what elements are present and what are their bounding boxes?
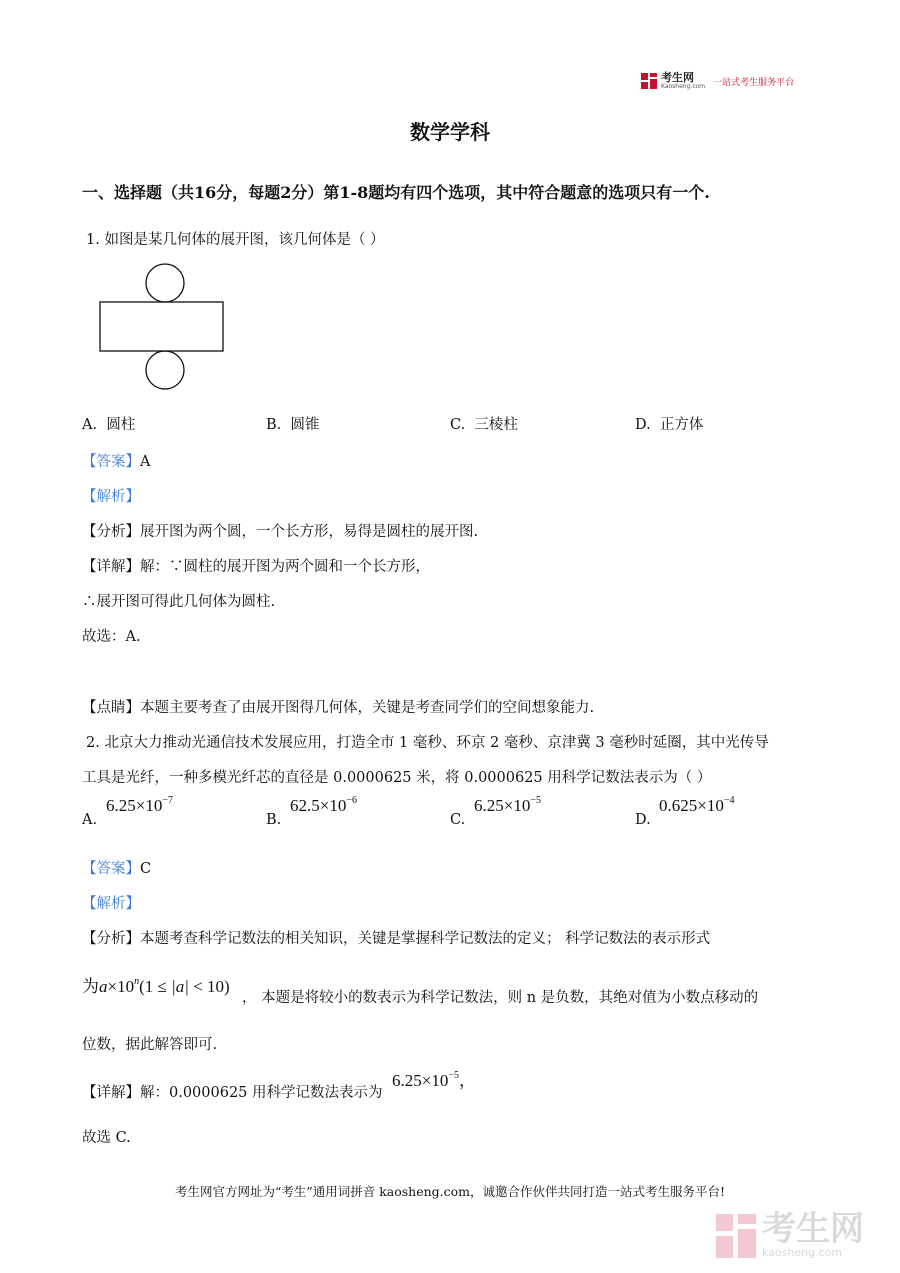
q2-answer: 【答案】C [82,861,152,877]
q2-choose: 故选 C. [82,1130,131,1146]
q2-fenxi-line3: 位数，据此解答即可. [82,1037,218,1053]
q2-option-d-math: $0.625\times 10^{-4}$ [659,795,735,815]
page-title: 数学学科 [410,120,490,144]
net-bottom-circle [146,351,184,389]
q2-fenxi-line1: 【分析】本题考查科学记数法的相关知识，关键是掌握科学记数法的定义； 科学记数法的表示形式 [82,931,711,947]
q2-option-a-letter: A. [82,812,98,828]
q1-option-c: C. 三棱柱 [450,417,518,433]
net-top-circle [146,264,184,302]
q1-answer: 【答案】A [82,454,151,470]
logo-name: 考生网 [661,71,694,84]
logo-text-block [661,72,705,90]
footer-note: 考生网官方网址为“考生”通用词拼音 kaosheng.com，诚邀合作伙伴共同打造一站式考生服务平台! [174,1184,726,1199]
kaosheng-logo-icon [641,73,657,89]
header-slogan: 一站式考生服务平台 [713,77,795,88]
q1-option-b: B. 圆锥 [266,417,320,433]
logo-domain: Kaosheng.com [661,83,706,90]
q2-stem-line2: 工具是光纤，一种多模光纤芯的直径是 0.0000625 米，将 0.0000625 用科学记数法表示为（ ） [82,770,712,786]
q1-option-d: D. 正方体 [635,417,704,433]
watermark-text: 考生网 [762,1209,864,1249]
q1-option-a: A. 圆柱 [82,417,136,433]
q1-xiangjie: 【详解】解：∵圆柱的展开图为两个圆和一个长方形， [82,559,430,575]
net-rectangle [100,302,223,351]
q1-fenxi: 【分析】展开图为两个圆，一个长方形，易得是圆柱的展开图. [82,524,479,540]
q1-net-figure [96,260,228,394]
watermark-text-block [762,1209,864,1259]
q2-xiangjie: 【详解】解：0.0000625 用科学记数法表示为 [82,1085,383,1101]
q1-therefore: ∴展开图可得此几何体为圆柱. [82,594,276,610]
q2-option-c-math: $6.25\times 10^{-5}$ [474,795,541,815]
q2-option-a-math: $6.25\times 10^{-7}$ [106,795,173,815]
q1-analysis-tag: 【解析】 [82,489,140,505]
q2-option-c-letter: C. [450,812,466,828]
q2-sci-notation-form: 为$a\times 10^n(1 \le |a| < 10)$ [82,976,230,996]
q2-option-d-letter: D. [635,812,651,828]
q1-stem: 1. 如图是某几何体的展开图，该几何体是（ ） [86,232,385,248]
watermark-logo-icon [716,1214,756,1258]
q2-option-b-math: $62.5\times 10^{-6}$ [290,795,357,815]
header-logo [641,72,794,90]
q1-choose: 故选：A. [82,629,141,645]
q2-xiangjie-math: $6.25\times 10^{-5}$， [392,1070,476,1090]
q1-dianjing: 【点睛】本题主要考查了由展开图得几何体，关键是考查同学们的空间想象能力. [82,700,595,716]
watermark-domain: kaosheng.com [762,1246,843,1259]
watermark [716,1209,864,1259]
section-heading: 一、选择题（共16分，每题2分）第1-8题均有四个选项，其中符合题意的选项只有一个. [82,183,710,202]
q2-stem-line1: 2. 北京大力推动光通信技术发展应用，打造全市 1 毫秒、环京 2 毫秒、京津冀 3 毫秒时延圈，其中光传导 [86,735,769,751]
q2-option-b-letter: B. [266,812,282,828]
q2-analysis-tag: 【解析】 [82,896,140,912]
q2-fenxi-line2: ， 本题是将较小的数表示为科学记数法，则 n 是负数，其绝对值为小数点移动的 [242,990,759,1006]
